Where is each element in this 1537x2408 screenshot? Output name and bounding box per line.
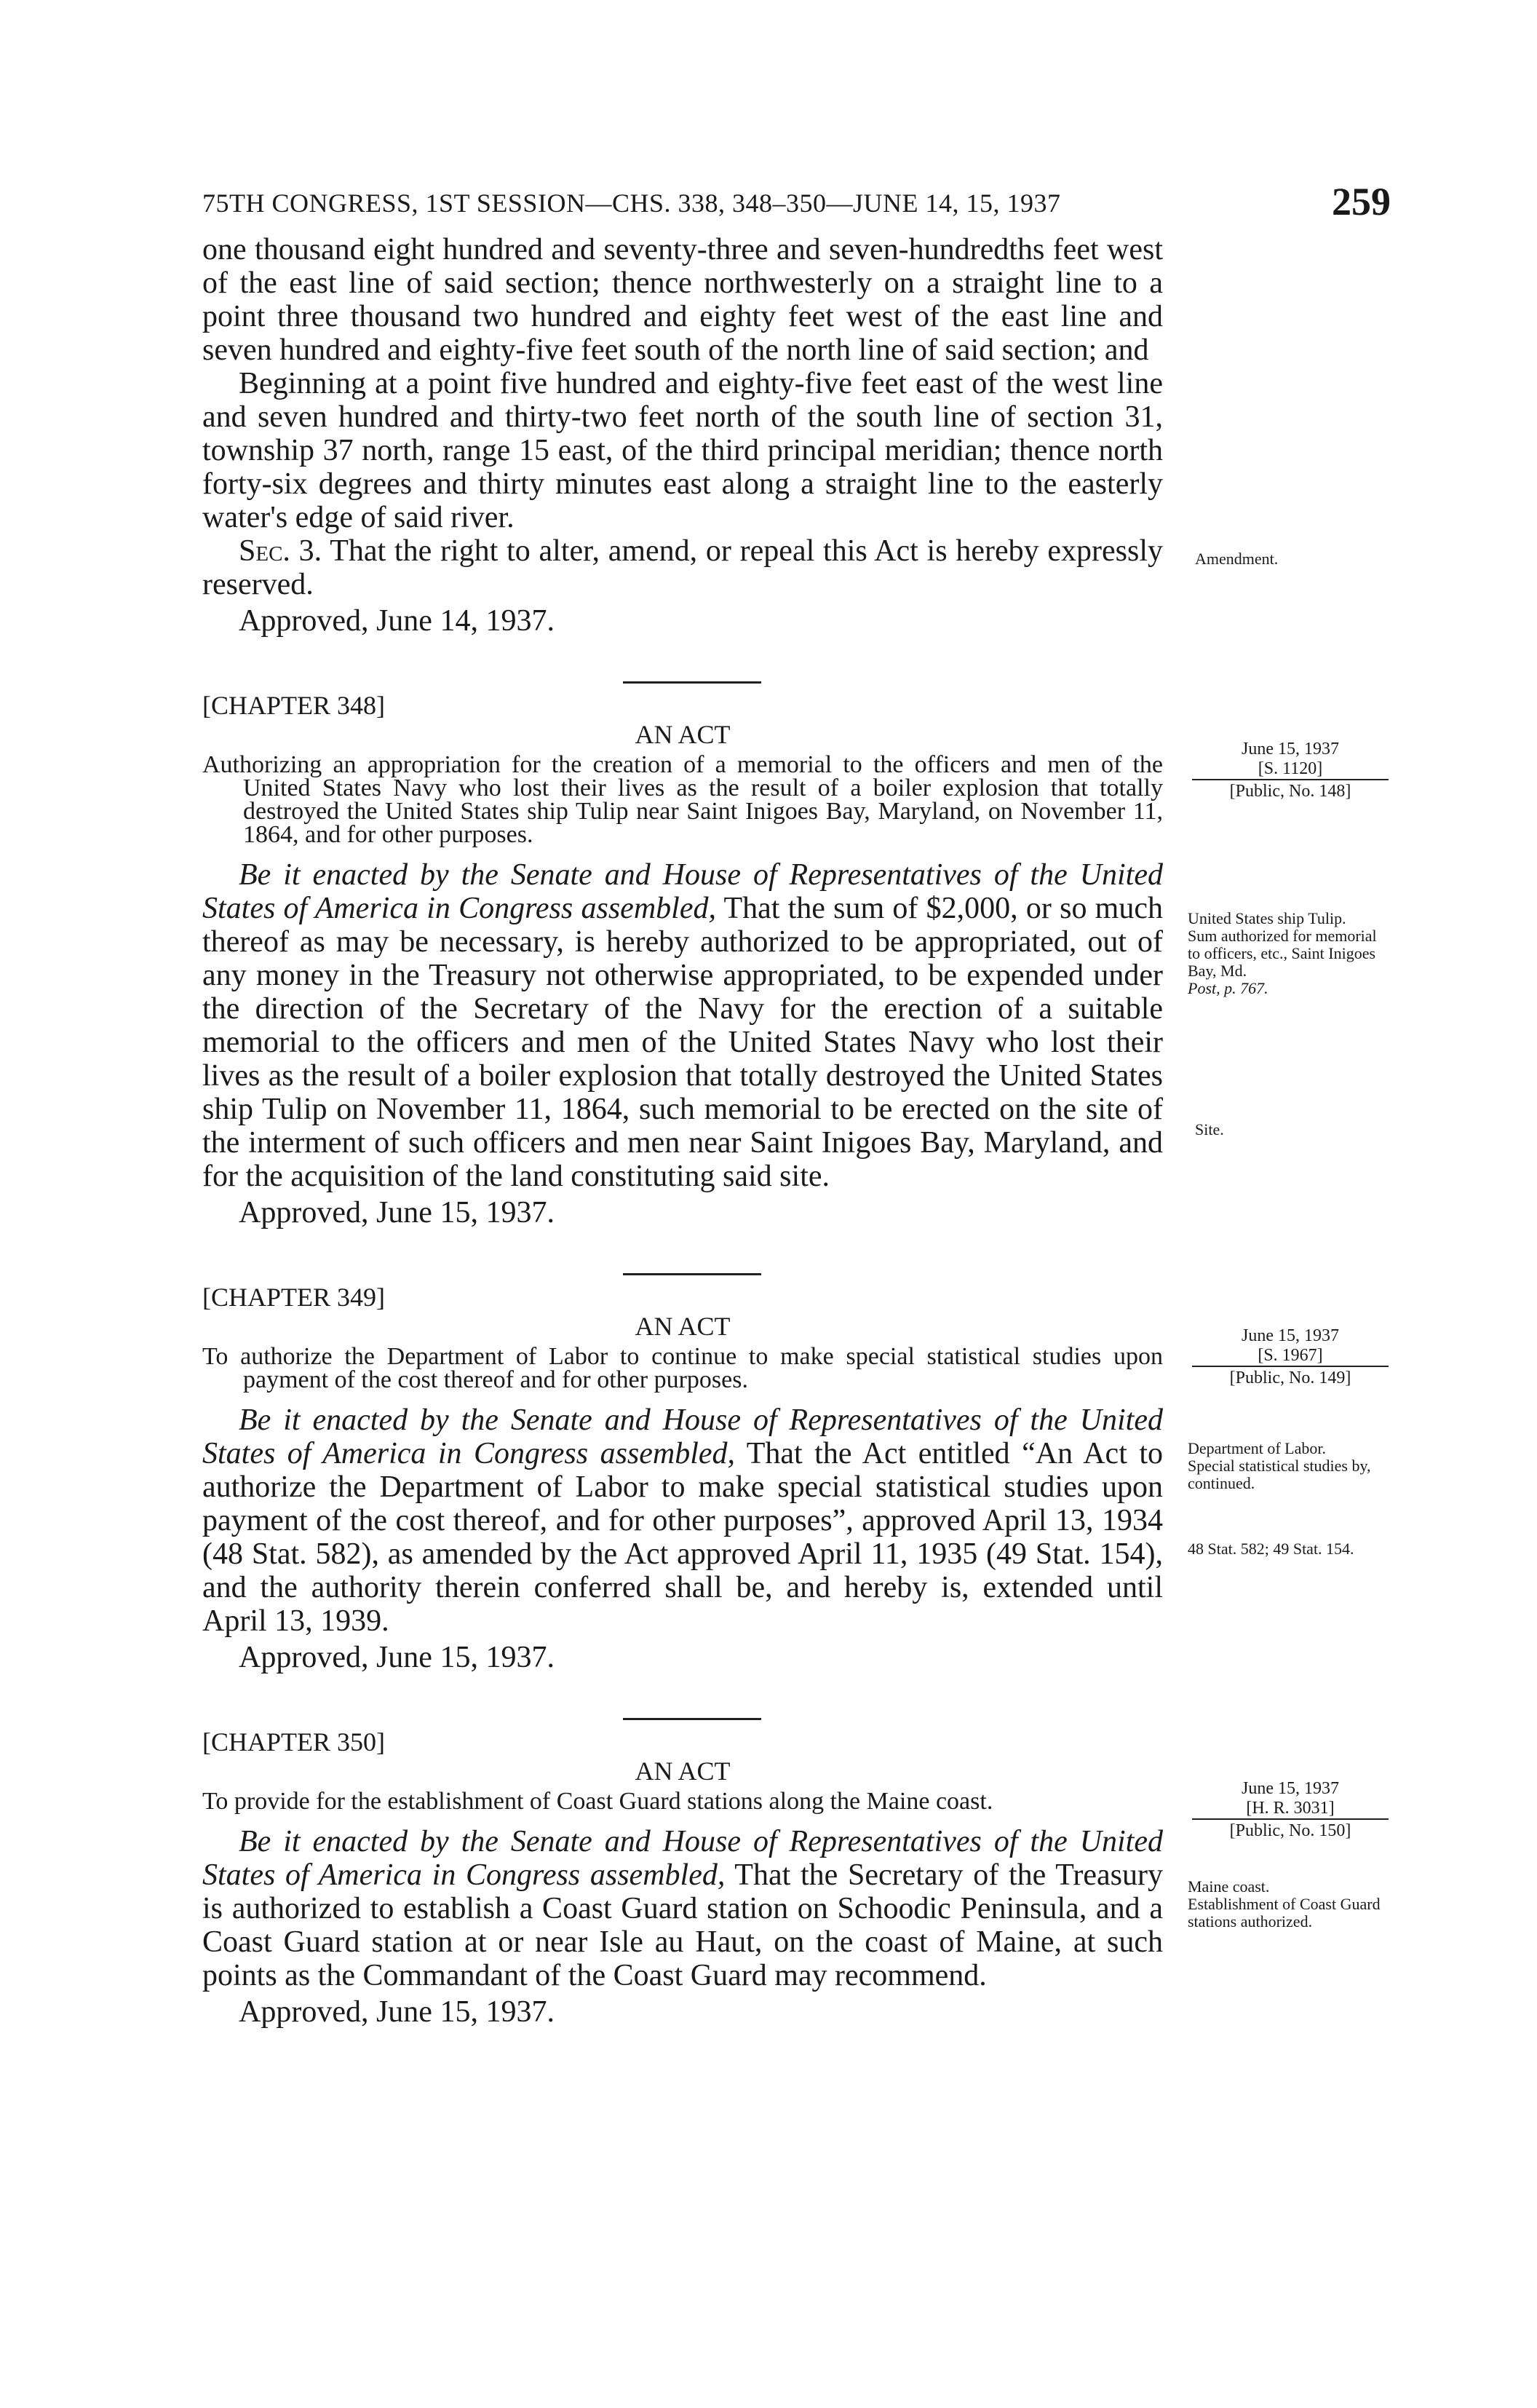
page-number: 259: [1332, 180, 1391, 223]
docket-bill: [S. 1967]: [1258, 1346, 1323, 1365]
act-title: To provide for the establishment of Coast Guard stations along the Maine coast.: [202, 1788, 993, 1815]
section-label: Sec. 3.: [239, 534, 322, 568]
enacting-clause: Be it enacted by the Senate and House of Representatives of the United States of America in Congress assembled,: [202, 1825, 1163, 1892]
margin-note-heading: Maine coast.: [1188, 1877, 1270, 1896]
docket-box-chapter-350: [1192, 1779, 1389, 1841]
docket-public-law: [Public, No. 148]: [1229, 782, 1351, 801]
margin-note-labor: [1188, 1440, 1391, 1492]
chapter-heading: [CHAPTER 350]: [202, 1727, 385, 1757]
docket-public-law: [Public, No. 150]: [1229, 1821, 1351, 1840]
margin-note-body: Sum authorized for memorial to officers, etc., Saint Inigoes Bay, Md.: [1188, 927, 1377, 980]
enactment-paragraph: [202, 858, 1163, 1193]
enactment-text: That the Secretary of the Treasury is authorized to establish a Coast Guard station on Schoodic Peninsula, and a Coast Guard station at or near Isle au Haut, on the coast of Maine, at such points as the Commandant of the Coast Guard may recommend.: [202, 1858, 1163, 1992]
approved-line: Approved, June 14, 1937.: [239, 604, 555, 638]
margin-note-body: Establishment of Coast Guard stations authorized.: [1188, 1895, 1381, 1930]
margin-note-heading: Department of Labor.: [1188, 1439, 1326, 1457]
chapter-heading: [CHAPTER 349]: [202, 1283, 385, 1312]
docket-bill: [S. 1120]: [1258, 759, 1323, 778]
docket-rule: [1192, 1366, 1389, 1367]
enacting-clause: Be it enacted by the Senate and House of Representatives of the United States of America in Congress assembled,: [202, 1403, 1163, 1470]
docket-date: June 15, 1937: [1242, 1326, 1339, 1345]
enactment-text: That the sum of $2,000, or so much thereof as may be necessary, is hereby authorized to be appropriated, out of any money in the Treasury not otherwise appropriated, to be expended under the direction of the Secretary of the Navy for the erection of a suitable memorial to the officers and men of the United States Navy who lost their lives as the result of a boiler explosion that totally destroyed the United States ship Tulip on November 11, 1864, such memorial to be erected on the site of the interment of such officers and men near Saint Inigoes Bay, Maryland, and for the acquisition of the land constituting said site.: [202, 892, 1163, 1193]
act-heading: AN ACT: [635, 720, 731, 749]
margin-note-site: Site.: [1195, 1120, 1224, 1138]
enactment-text: That the Act entitled “An Act to authorize the Department of Labor to make special statistical studies upon payment of the cost thereof, and for other purposes”, approved April 13, 1934 (48 Stat. 582), as amended by the Act approved April 11, 1935 (49 Stat. 154), and the authority therein conferred shall be, and hereby is, extended until April 13, 1939.: [202, 1437, 1163, 1638]
enactment-paragraph: [202, 1403, 1163, 1638]
enactment-paragraph: [202, 1825, 1163, 1992]
docket-public-law: [Public, No. 149]: [1229, 1369, 1351, 1387]
act-title: Authorizing an appropriation for the creation of a memorial to the officers and men of the United States Navy who lost their lives as the result of a boiler explosion that totally destroyed the United States ship Tulip near Saint Inigoes Bay, Maryland, on November 11, 1864, and for other purposes.: [202, 751, 1163, 848]
margin-note-statute-reference: 48 Stat. 582; 49 Stat. 154.: [1188, 1540, 1354, 1558]
docket-rule: [1192, 779, 1389, 780]
act-heading: AN ACT: [635, 1757, 731, 1786]
docket-box-chapter-349: [1192, 1326, 1389, 1388]
docket-date: June 15, 1937: [1242, 740, 1339, 759]
separator-rule: [623, 681, 761, 684]
margin-note-tulip: [1188, 910, 1391, 997]
approved-line: Approved, June 15, 1937.: [239, 1641, 555, 1674]
chapter-heading: [CHAPTER 348]: [202, 691, 385, 720]
act-heading: AN ACT: [635, 1312, 731, 1341]
margin-note-amendment: Amendment.: [1195, 550, 1279, 568]
section-3-text: That the right to alter, amend, or repeal this Act is hereby expressly reserved.: [202, 534, 1163, 601]
enacting-clause: Be it enacted by the Senate and House of Representatives of the United States of America in Congress assembled,: [202, 858, 1163, 925]
separator-rule: [623, 1273, 761, 1275]
continuation-paragraph: one thousand eight hundred and seventy-three and seven-hundredths feet west of the east line of said section; thence northwesterly on a straight line to a point three thousand two hundred and eighty feet west of the east line and seven hundred and eighty-five feet south of the north line of said section; and: [202, 233, 1163, 367]
margin-note-body: Special statistical studies by, continued.: [1188, 1457, 1371, 1492]
margin-note-heading: United States ship Tulip.: [1188, 909, 1346, 927]
docket-bill: [H. R. 3031]: [1246, 1799, 1335, 1818]
docket-box-chapter-348: [1192, 740, 1389, 801]
approved-line: Approved, June 15, 1937.: [239, 1196, 555, 1229]
margin-notes-column: [1179, 0, 1397, 2408]
docket-date: June 15, 1937: [1242, 1779, 1339, 1798]
docket-rule: [1192, 1818, 1389, 1820]
act-title: To authorize the Department of Labor to continue to make special statistical studies upon payment of the cost thereof and for other purposes.: [202, 1343, 1163, 1393]
running-head: 75TH CONGRESS, 1ST SESSION—CHS. 338, 348–350—JUNE 14, 15, 1937: [202, 189, 1061, 218]
separator-rule: [623, 1718, 761, 1720]
approved-line: Approved, June 15, 1937.: [239, 1995, 555, 2029]
margin-note-cross-reference: Post, p. 767.: [1188, 979, 1268, 997]
margin-note-maine: [1188, 1878, 1391, 1930]
beginning-paragraph: Beginning at a point five hundred and eighty-five feet east of the west line and seven hundred and thirty-two feet north of the south line of section 31, township 37 north, range 15 east, of the third principal meridian; thence north forty-six degrees and thirty minutes east along a straight line to the easterly water's edge of said river.: [202, 367, 1163, 534]
section-3-paragraph: [202, 534, 1163, 601]
main-text-column: [202, 233, 1163, 2030]
